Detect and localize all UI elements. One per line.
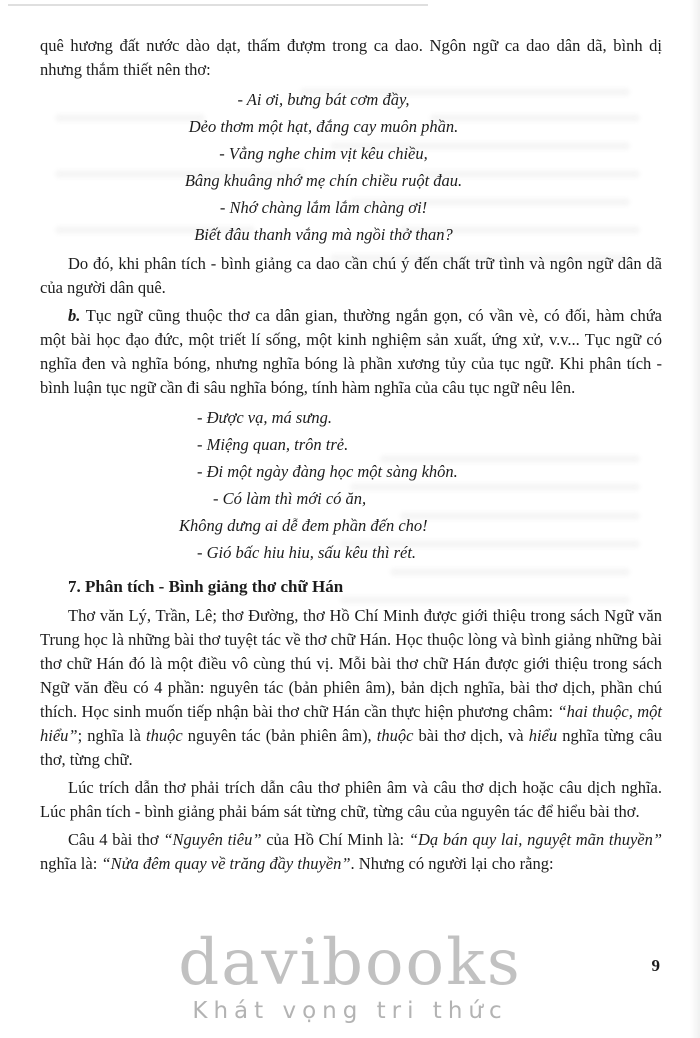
paragraph-text: Thơ văn Lý, Trần, Lê; thơ Đường, thơ Hồ Chí Minh được giới thiệu trong sách Ngữ văn Trung học là những bài thơ tuyệt tác về thơ chữ Hán. Học thuộc lòng và bình giảng những bài thơ chữ Hán đó là một điều vô cùng thú vị. Mỗi bài thơ chữ Hán được giới thiệu trong sách Ngữ văn đều có 4 phần: nguyên tác (bản phiên âm), bản dịch nghĩa, bài thơ dịch, phần chú thích. Học sinh muốn tiếp nhận bài thơ chữ Hán cần thực hiện phương châm: [40, 606, 662, 721]
paragraph-text: nghĩa từng câu thơ, từng chữ. [40, 726, 662, 769]
paragraph-text: Tục ngữ cũng thuộc thơ ca dân gian, thường ngắn gọn, có vần vè, có đối, hàm chứa một bài học đạo đức, một triết lí sống, một kinh nghiệm sản xuất, ứng xử, v.v... Tục ngữ có nghĩa đen và nghĩa bóng, nhưng nghĩa bóng là phần xương tủy của tục ngữ. Khi phân tích - bình luận tục ngữ cần đi sâu nghĩa bóng, tính hàm nghĩa của câu tục ngữ nêu lên. [40, 306, 662, 397]
paragraph-text: Câu 4 bài thơ [68, 830, 164, 849]
paragraph-cau-4 [40, 828, 662, 876]
paragraph-text: . Nhưng có người lại cho rằng: [350, 854, 554, 873]
paragraph-tho-chu-han [40, 604, 662, 772]
quoted-translation: “Nửa đêm quay về trăng đầy thuyền” [101, 854, 351, 873]
paragraph-text: nghĩa là: [40, 854, 102, 873]
paragraph-text: quê hương đất nước dào dạt, thấm đượm trong ca dao. Ngôn ngữ ca dao dân dã, bình dị nhưng thắm thiết nên thơ: [40, 36, 662, 79]
emphasis-word: thuộc [376, 726, 414, 745]
verse-line: Không dưng ai dễ đem phần đến cho! [179, 516, 428, 535]
verse-line: - Đi một ngày đàng học một sàng khôn. [197, 462, 458, 481]
page-number: 9 [651, 956, 660, 975]
verse-line: - Được vạ, má sưng. [197, 408, 332, 427]
paragraph-ca-dao-note [40, 252, 662, 300]
poem-title: “Nguyên tiêu” [163, 830, 262, 849]
verse-line: - Ai ơi, bưng bát cơm đầy, [237, 90, 410, 109]
watermark-davibooks: davibooks [178, 926, 522, 1000]
paragraph-text: Do đó, khi phân tích - bình giảng ca dao cần chú ý đến chất trữ tình và ngôn ngữ dân dã của người dân quê. [40, 254, 662, 297]
verse-group-tuc-ngu [40, 404, 662, 566]
quoted-phrase: “hai thuộc, một hiểu” [40, 702, 663, 745]
paragraph-ca-dao-intro [40, 34, 662, 82]
verse-line: - Vẳng nghe chim vịt kêu chiều, [219, 144, 428, 163]
verse-line: - Có làm thì mới có ăn, [213, 489, 367, 508]
verse-line: - Gió bấc hiu hiu, sấu kêu thì rét. [197, 543, 417, 562]
paragraph-text: ; nghĩa là [77, 726, 147, 745]
emphasis-word: hiểu [528, 726, 558, 745]
verse-group-ca-dao [40, 86, 662, 248]
verse-line: Biết đâu thanh vắng mà ngồi thở than? [194, 225, 453, 244]
paragraph-text: nguyên tác (bản phiên âm), [182, 726, 377, 745]
section-heading-7: 7. Phân tích - Bình giảng thơ chữ Hán [68, 577, 344, 596]
paragraph-tuc-ngu [40, 304, 662, 400]
paragraph-text: bài thơ dịch, và [413, 726, 529, 745]
paragraph-text: Lúc trích dẫn thơ phải trích dẫn câu thơ phiên âm và câu thơ dịch hoặc câu dịch nghĩa. Lúc phân tích - bình giảng phải bám sát từng chữ, từng câu của nguyên tác để hiểu bài thơ. [40, 778, 662, 821]
verse-line: - Nhớ chàng lắm lắm chàng ơi! [219, 198, 428, 217]
watermark-slogan: Khát vọng tri thức [192, 998, 508, 1024]
verse-line: Bâng khuâng nhớ mẹ chín chiều ruột đau. [184, 171, 463, 190]
list-marker-b: b. [68, 306, 81, 325]
quoted-verse: “Dạ bán quy lai, nguyệt mãn thuyền” [408, 830, 663, 849]
verse-line: Dẻo thơm một hạt, đắng cay muôn phần. [188, 117, 459, 136]
paragraph-text: của Hồ Chí Minh là: [261, 830, 409, 849]
paragraph-trich-dan [40, 776, 662, 824]
verse-line: - Miệng quan, trôn trẻ. [197, 435, 349, 454]
emphasis-word: thuộc [146, 726, 183, 745]
